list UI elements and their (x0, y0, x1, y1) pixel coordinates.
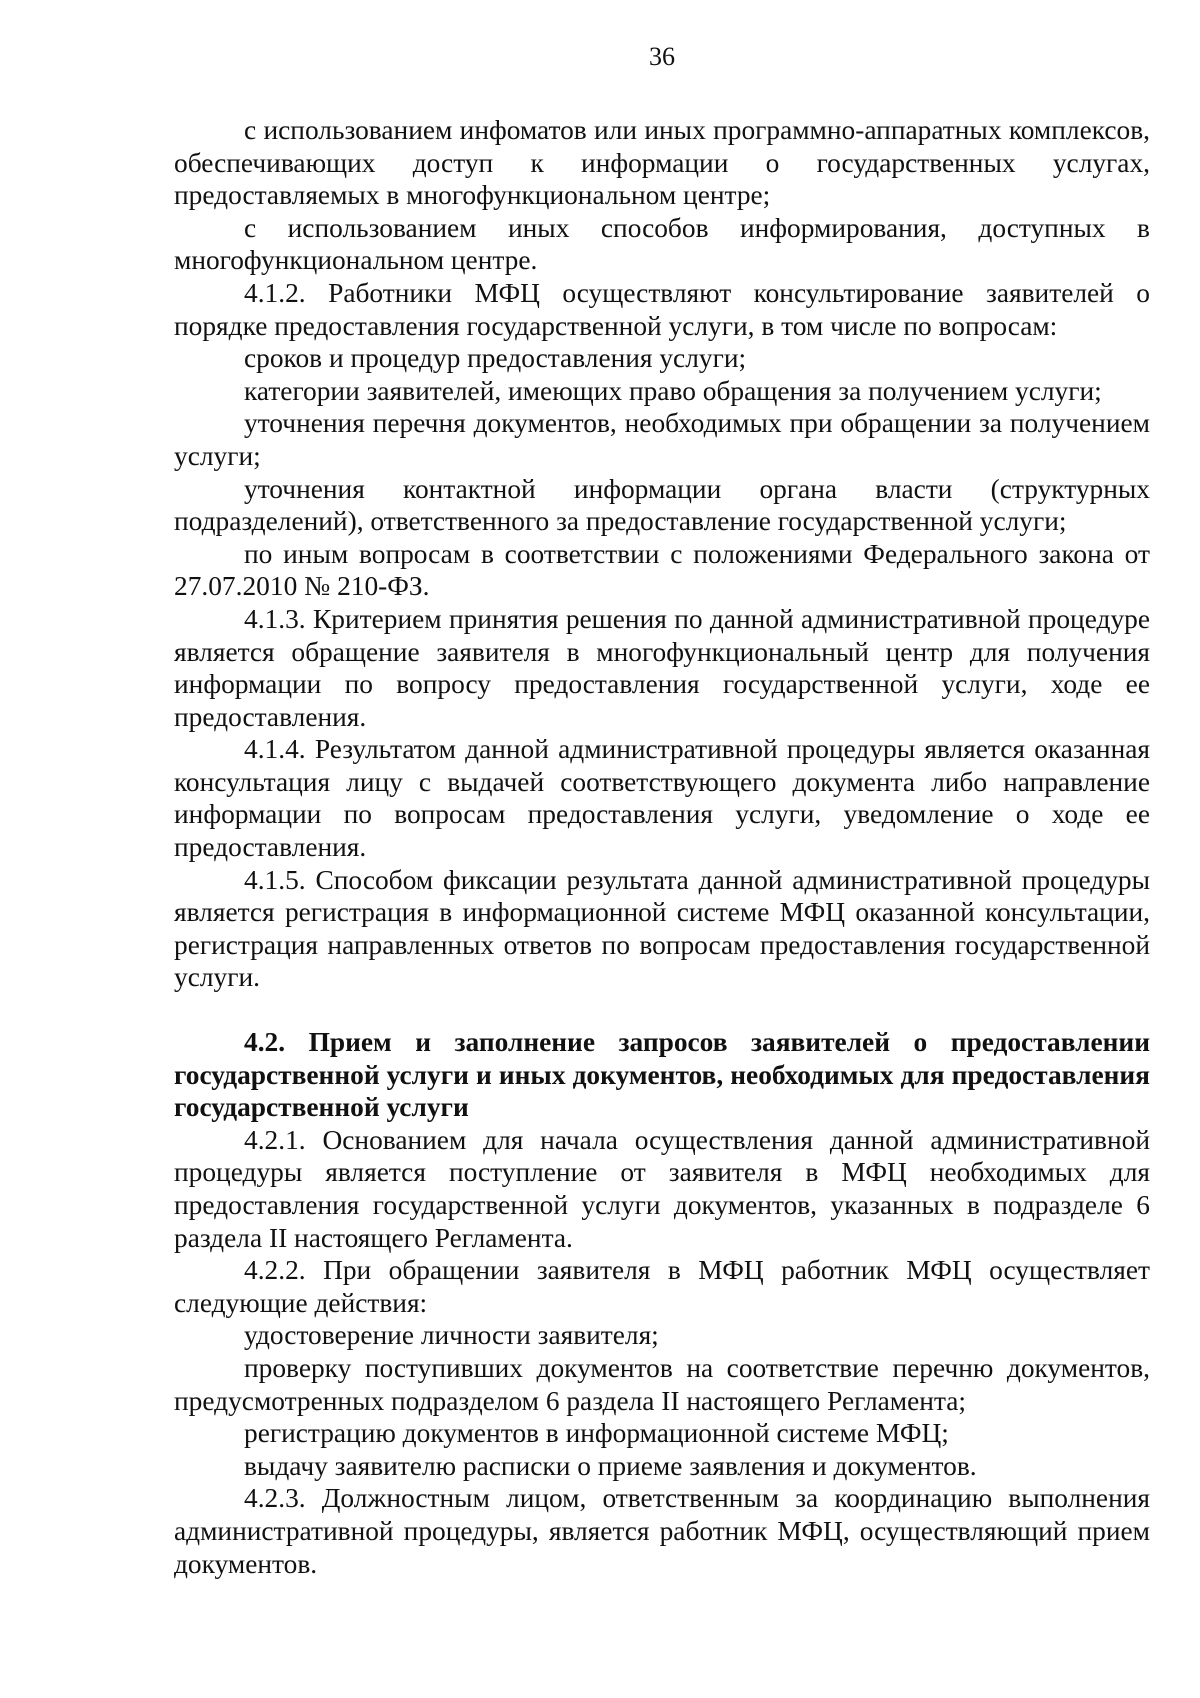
document-body (174, 114, 1150, 1580)
page-number: 36 (649, 42, 675, 71)
paragraph: удостоверение личности заявителя; (244, 1320, 659, 1351)
paragraph: 4.2.2. При обращении заявителя в МФЦ работник МФЦ осуществляет следующие действия: (174, 1255, 1150, 1318)
paragraph: проверку поступивших документов на соответствие перечню документов, предусмотренных подразделом 6 раздела II настоящего Регламента; (174, 1352, 1150, 1416)
paragraph: с использованием иных способов информирования, доступных в многофункциональном центре. (174, 212, 1150, 276)
paragraph: уточнения перечня документов, необходимых при обращении за получением услуги; (174, 408, 1150, 471)
paragraph: с использованием инфоматов или иных программно-аппаратных комплексов, обеспечивающих доступ к информации о государственных услугах, предоставляемых в многофункциональном центре; (174, 115, 1150, 211)
paragraph: сроков и процедур предоставления услуги; (244, 343, 747, 374)
paragraph: по иным вопросам в соответствии с положениями Федерального закона от 27.07.2010 № 210-ФЗ. (174, 538, 1150, 602)
paragraph: 4.1.5. Способом фиксации результата данной административной процедуры является регистрация в информационной системе МФЦ оказанной консультации, регистрация направленных ответов по вопросам предоставления государственной услуги. (174, 864, 1150, 993)
paragraph: 4.1.2. Работники МФЦ осуществляют консультирование заявителей о порядке предоставления государственной услуги, в том числе по вопросам: (174, 277, 1150, 341)
paragraph: уточнения контактной информации органа власти (структурных подразделений), ответственного за предоставление государственной услуги; (174, 473, 1150, 537)
paragraph: 4.2.1. Основанием для начала осуществления данной административной процедуры является поступление от заявителя в МФЦ необходимых для предоставления государственной услуги документов, указанных в подразделе 6 раздела II настоящего Регламента. (174, 1124, 1150, 1253)
paragraph: категории заявителей, имеющих право обращения за получением услуги; (244, 375, 1102, 406)
section-heading: 4.2. Прием и заполнение запросов заявителей о предоставлении государственной услуги и иных документов, необходимых для предоставления государственной услуги (174, 1027, 1150, 1123)
paragraph: 4.2.3. Должностным лицом, ответственным за координацию выполнения административной процедуры, является работник МФЦ, осуществляющий прием документов. (174, 1483, 1150, 1579)
paragraph: регистрацию документов в информационной системе МФЦ; (244, 1418, 949, 1449)
paragraph: 4.1.3. Критерием принятия решения по данной административной процедуре является обращение заявителя в многофункциональный центр для получения информации по вопросу предоставления государственной услуги, ходе ее предоставления. (174, 603, 1150, 732)
paragraph: выдачу заявителю расписки о приеме заявления и документов. (244, 1450, 977, 1481)
paragraph: 4.1.4. Результатом данной административной процедуры является оказанная консультация лицу с выдачей соответствующего документа либо направление информации по вопросам предоставления услуги, уведомление о ходе ее предоставления. (174, 734, 1150, 863)
